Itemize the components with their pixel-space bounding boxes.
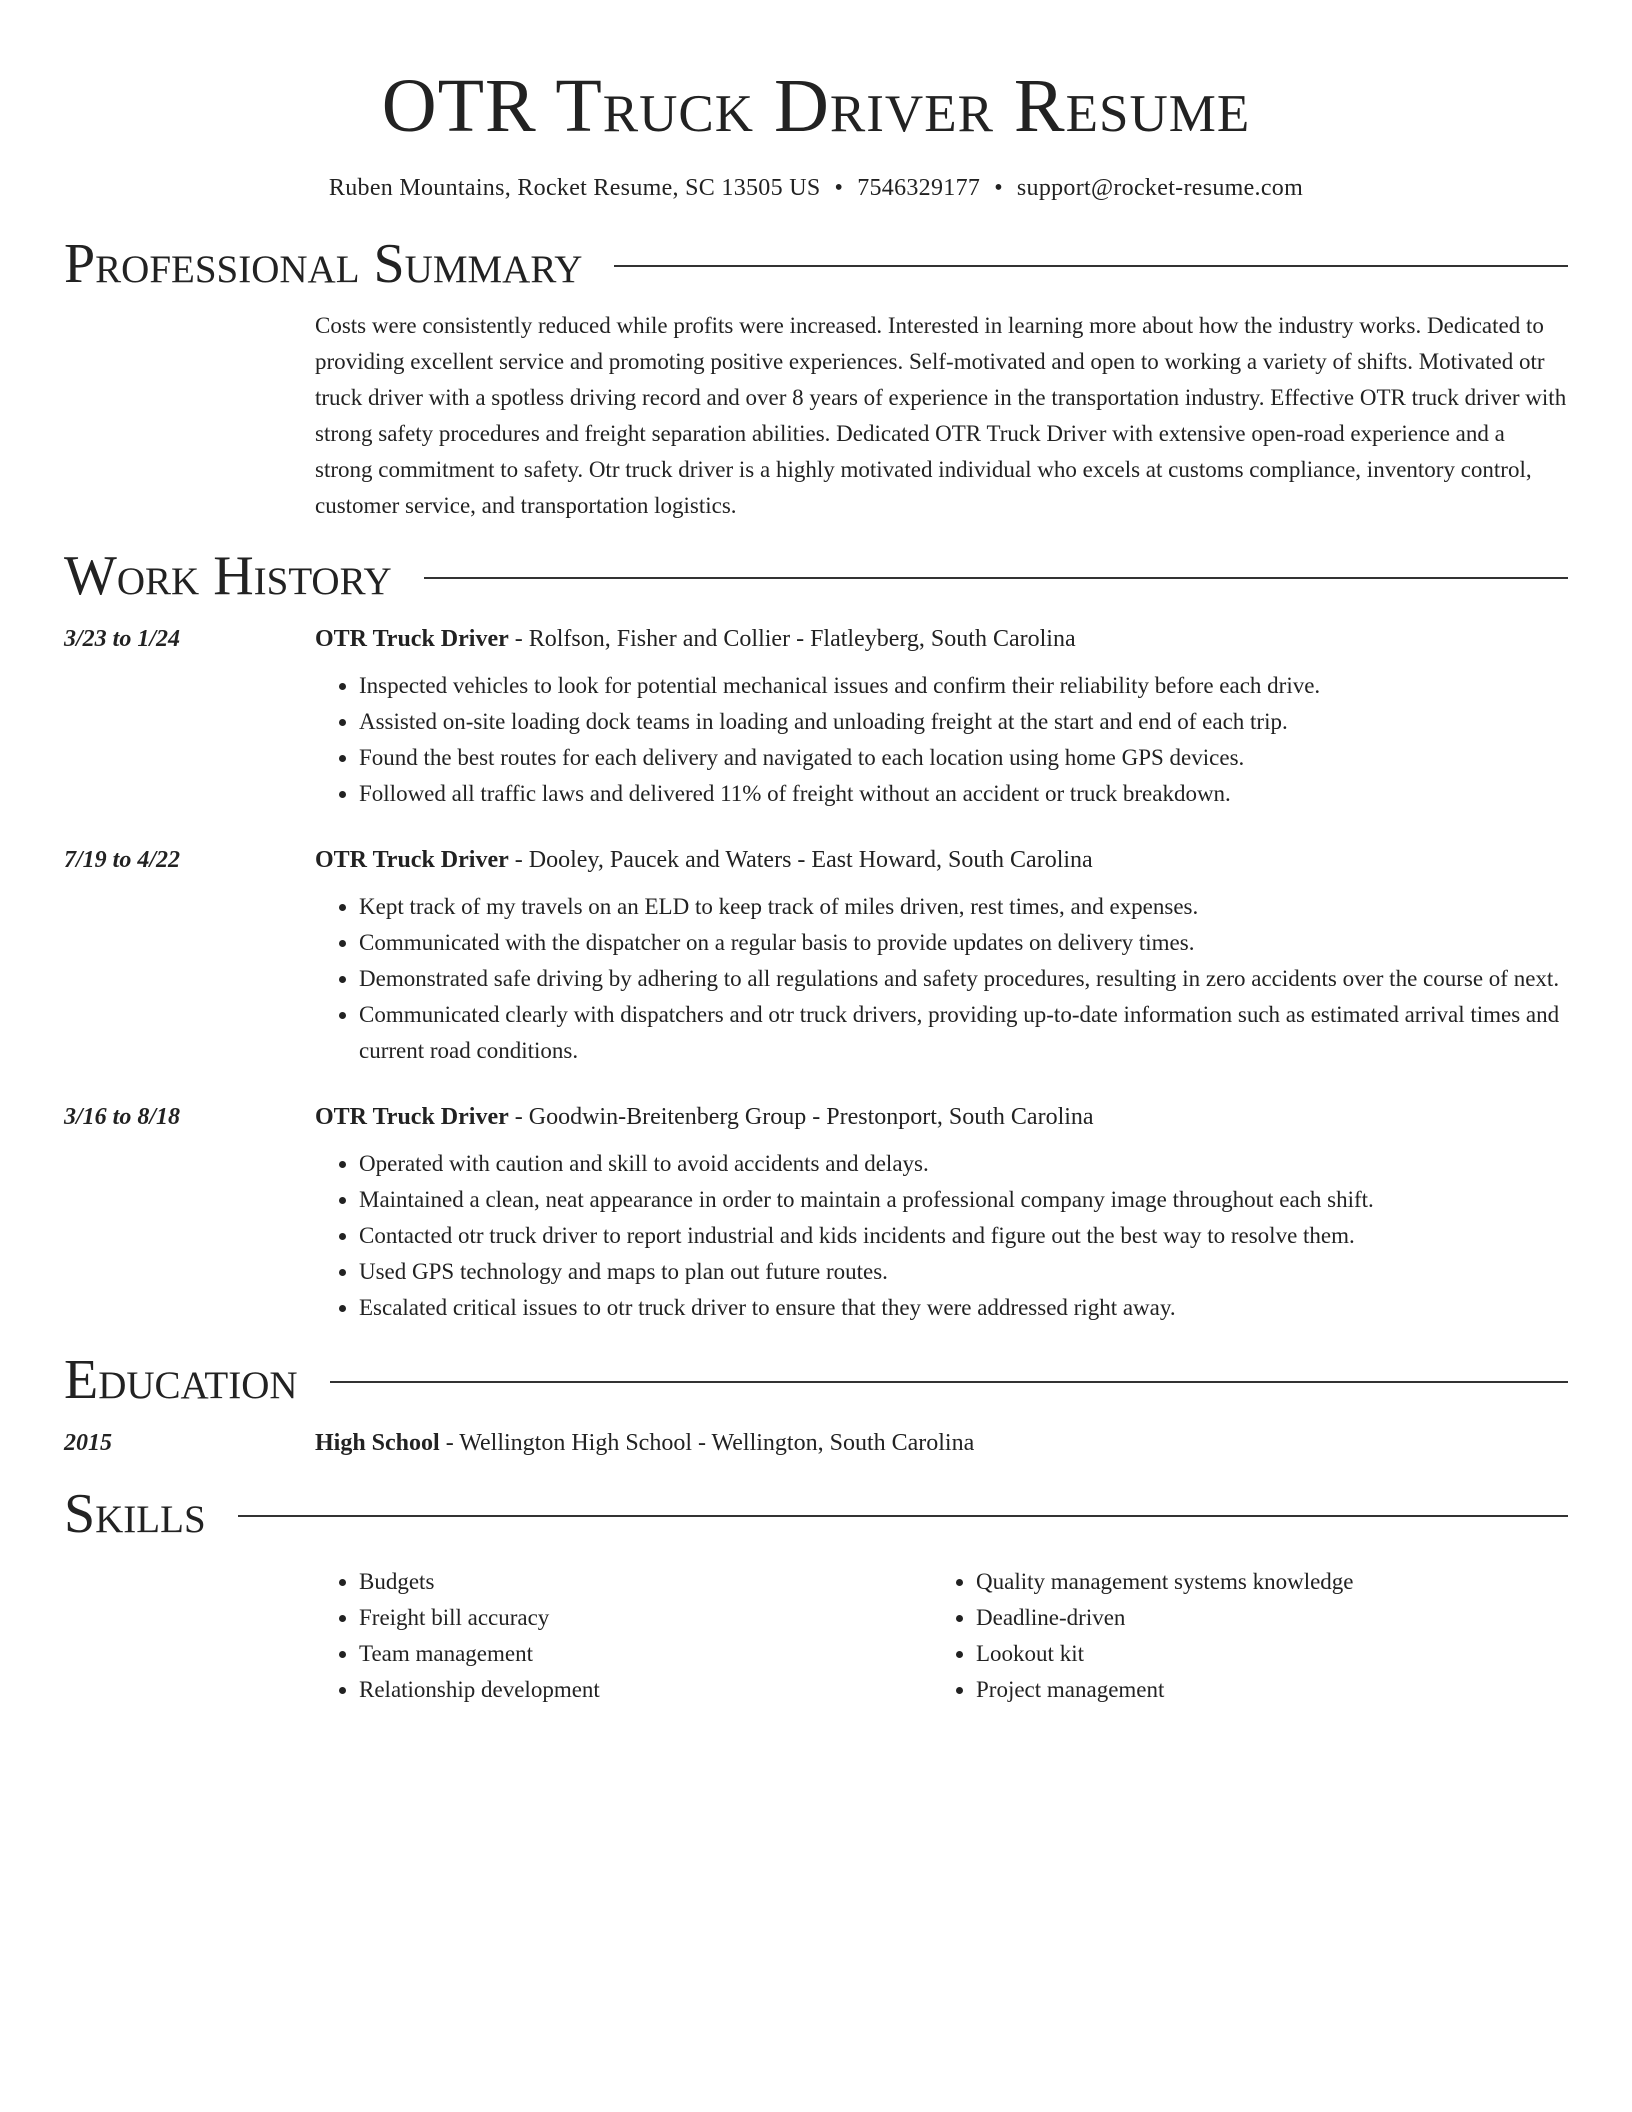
section-divider [424,577,1568,579]
section-heading-education: Education [64,1349,298,1411]
list-item: • Team management [359,1636,932,1672]
job-title: OTR Truck Driver [315,847,509,873]
list-item: • Quality management systems knowledge [976,1564,1354,1600]
list-item: • Lookout kit [976,1636,1354,1672]
job-entry [64,622,1568,812]
job-heading [315,843,1568,877]
education-school: - Wellington High School - Wellington, South Carolina [439,1430,975,1456]
job-employer: - Rolfson, Fisher and Collier - Flatleyberg, South Carolina [508,626,1076,652]
job-content [315,843,1568,1069]
education-content [315,1426,1568,1460]
list-item: • Found the best routes for each delivery and navigated to each location using home GPS devices. [359,740,1568,776]
job-entry [64,1100,1568,1326]
education-year: 2015 [64,1430,112,1456]
job-title: OTR Truck Driver [315,1104,509,1130]
list-item: • Project management [976,1672,1354,1708]
contact-separator: • [834,175,844,201]
job-title: OTR Truck Driver [315,626,509,652]
education-section [64,1348,1568,1460]
list-item: • Budgets [359,1564,932,1600]
section-header [64,232,1568,296]
job-content [315,1100,1568,1326]
contact-phone: 7546329177 [857,175,981,201]
list-item: • Communicated with the dispatcher on a regular basis to provide updates on delivery times. [359,925,1568,961]
section-heading-skills: Skills [64,1483,206,1545]
list-item: • Contacted otr truck driver to report industrial and kids incidents and figure out the best way to resolve them. [359,1218,1568,1254]
job-entry [64,843,1568,1069]
job-dates: 7/19 to 4/22 [64,847,181,873]
list-item: • Deadline-driven [976,1600,1354,1636]
job-duties-list [315,1146,1568,1326]
section-heading-summary: Professional Summary [64,233,583,295]
work-history-section [64,544,1568,1326]
list-item: • Operated with caution and skill to avoid accidents and delays. [359,1146,1568,1182]
section-heading-work-history: Work History [64,545,392,607]
skills-grid [315,1564,1568,1708]
list-item: • Demonstrated safe driving by adhering to all regulations and safety procedures, resulting in zero accidents over the course of next. [359,961,1568,997]
list-item: • Used GPS technology and maps to plan out future routes. [359,1254,1568,1290]
skills-list-left [315,1564,932,1708]
skills-list-right [932,1564,1354,1708]
job-content [315,622,1568,812]
list-item: • Inspected vehicles to look for potential mechanical issues and confirm their reliability before each drive. [359,668,1568,704]
resume-page [64,0,1568,1708]
job-employer: - Dooley, Paucek and Waters - East Howard, South Carolina [508,847,1093,873]
job-duties-list [315,889,1568,1069]
section-header [64,1482,1568,1546]
list-item: • Communicated clearly with dispatchers and otr truck drivers, providing up-to-date information such as estimated arrival times and current road conditions. [359,997,1568,1069]
job-employer: - Goodwin-Breitenberg Group - Prestonport, South Carolina [508,1104,1094,1130]
section-divider [614,265,1568,267]
education-heading [315,1426,1568,1460]
job-dates: 3/16 to 8/18 [64,1104,181,1130]
list-item: • Escalated critical issues to otr truck driver to ensure that they were addressed right away. [359,1290,1568,1326]
list-item: • Relationship development [359,1672,932,1708]
resume-title: OTR Truck Driver Resume [381,64,1251,148]
skills-section [64,1482,1568,1708]
section-divider [238,1515,1568,1517]
contact-line [64,172,1568,204]
list-item: • Kept track of my travels on an ELD to keep track of miles driven, rest times, and expenses. [359,889,1568,925]
job-heading [315,1100,1568,1134]
list-item: • Followed all traffic laws and delivered 11% of freight without an accident or truck breakdown. [359,776,1568,812]
education-entry [64,1426,1568,1460]
job-dates: 3/23 to 1/24 [64,626,181,652]
contact-address: Ruben Mountains, Rocket Resume, SC 13505 US [328,175,821,201]
list-item: • Assisted on-site loading dock teams in loading and unloading freight at the start and end of each trip. [359,704,1568,740]
section-divider [330,1381,1568,1383]
education-degree: High School [315,1430,440,1456]
list-item: • Maintained a clean, neat appearance in order to maintain a professional company image throughout each shift. [359,1182,1568,1218]
contact-email: support@rocket-resume.com [1016,175,1304,201]
job-heading [315,622,1568,656]
list-item: • Freight bill accuracy [359,1600,932,1636]
job-duties-list [315,668,1568,812]
summary-text: Costs were consistently reduced while profits were increased. Interested in learning more about how the industry works. Dedicated to providing excellent service and promoting positive experiences. Self-motivated and open to working a variety of shifts. Motivated otr truck driver with a spotless driving record and over 8 years of experience in the transportation industry. Effective OTR truck driver with strong safety procedures and freight separation abilities. Dedicated OTR Truck Driver with extensive open-road experience and a strong commitment to safety. Otr truck driver is a highly motivated individual who excels at customs compliance, inventory control, customer service, and transportation logistics. [315,313,1567,518]
section-header [64,1348,1568,1412]
section-header [64,544,1568,608]
contact-separator: • [994,175,1003,201]
summary-section [64,232,1568,524]
